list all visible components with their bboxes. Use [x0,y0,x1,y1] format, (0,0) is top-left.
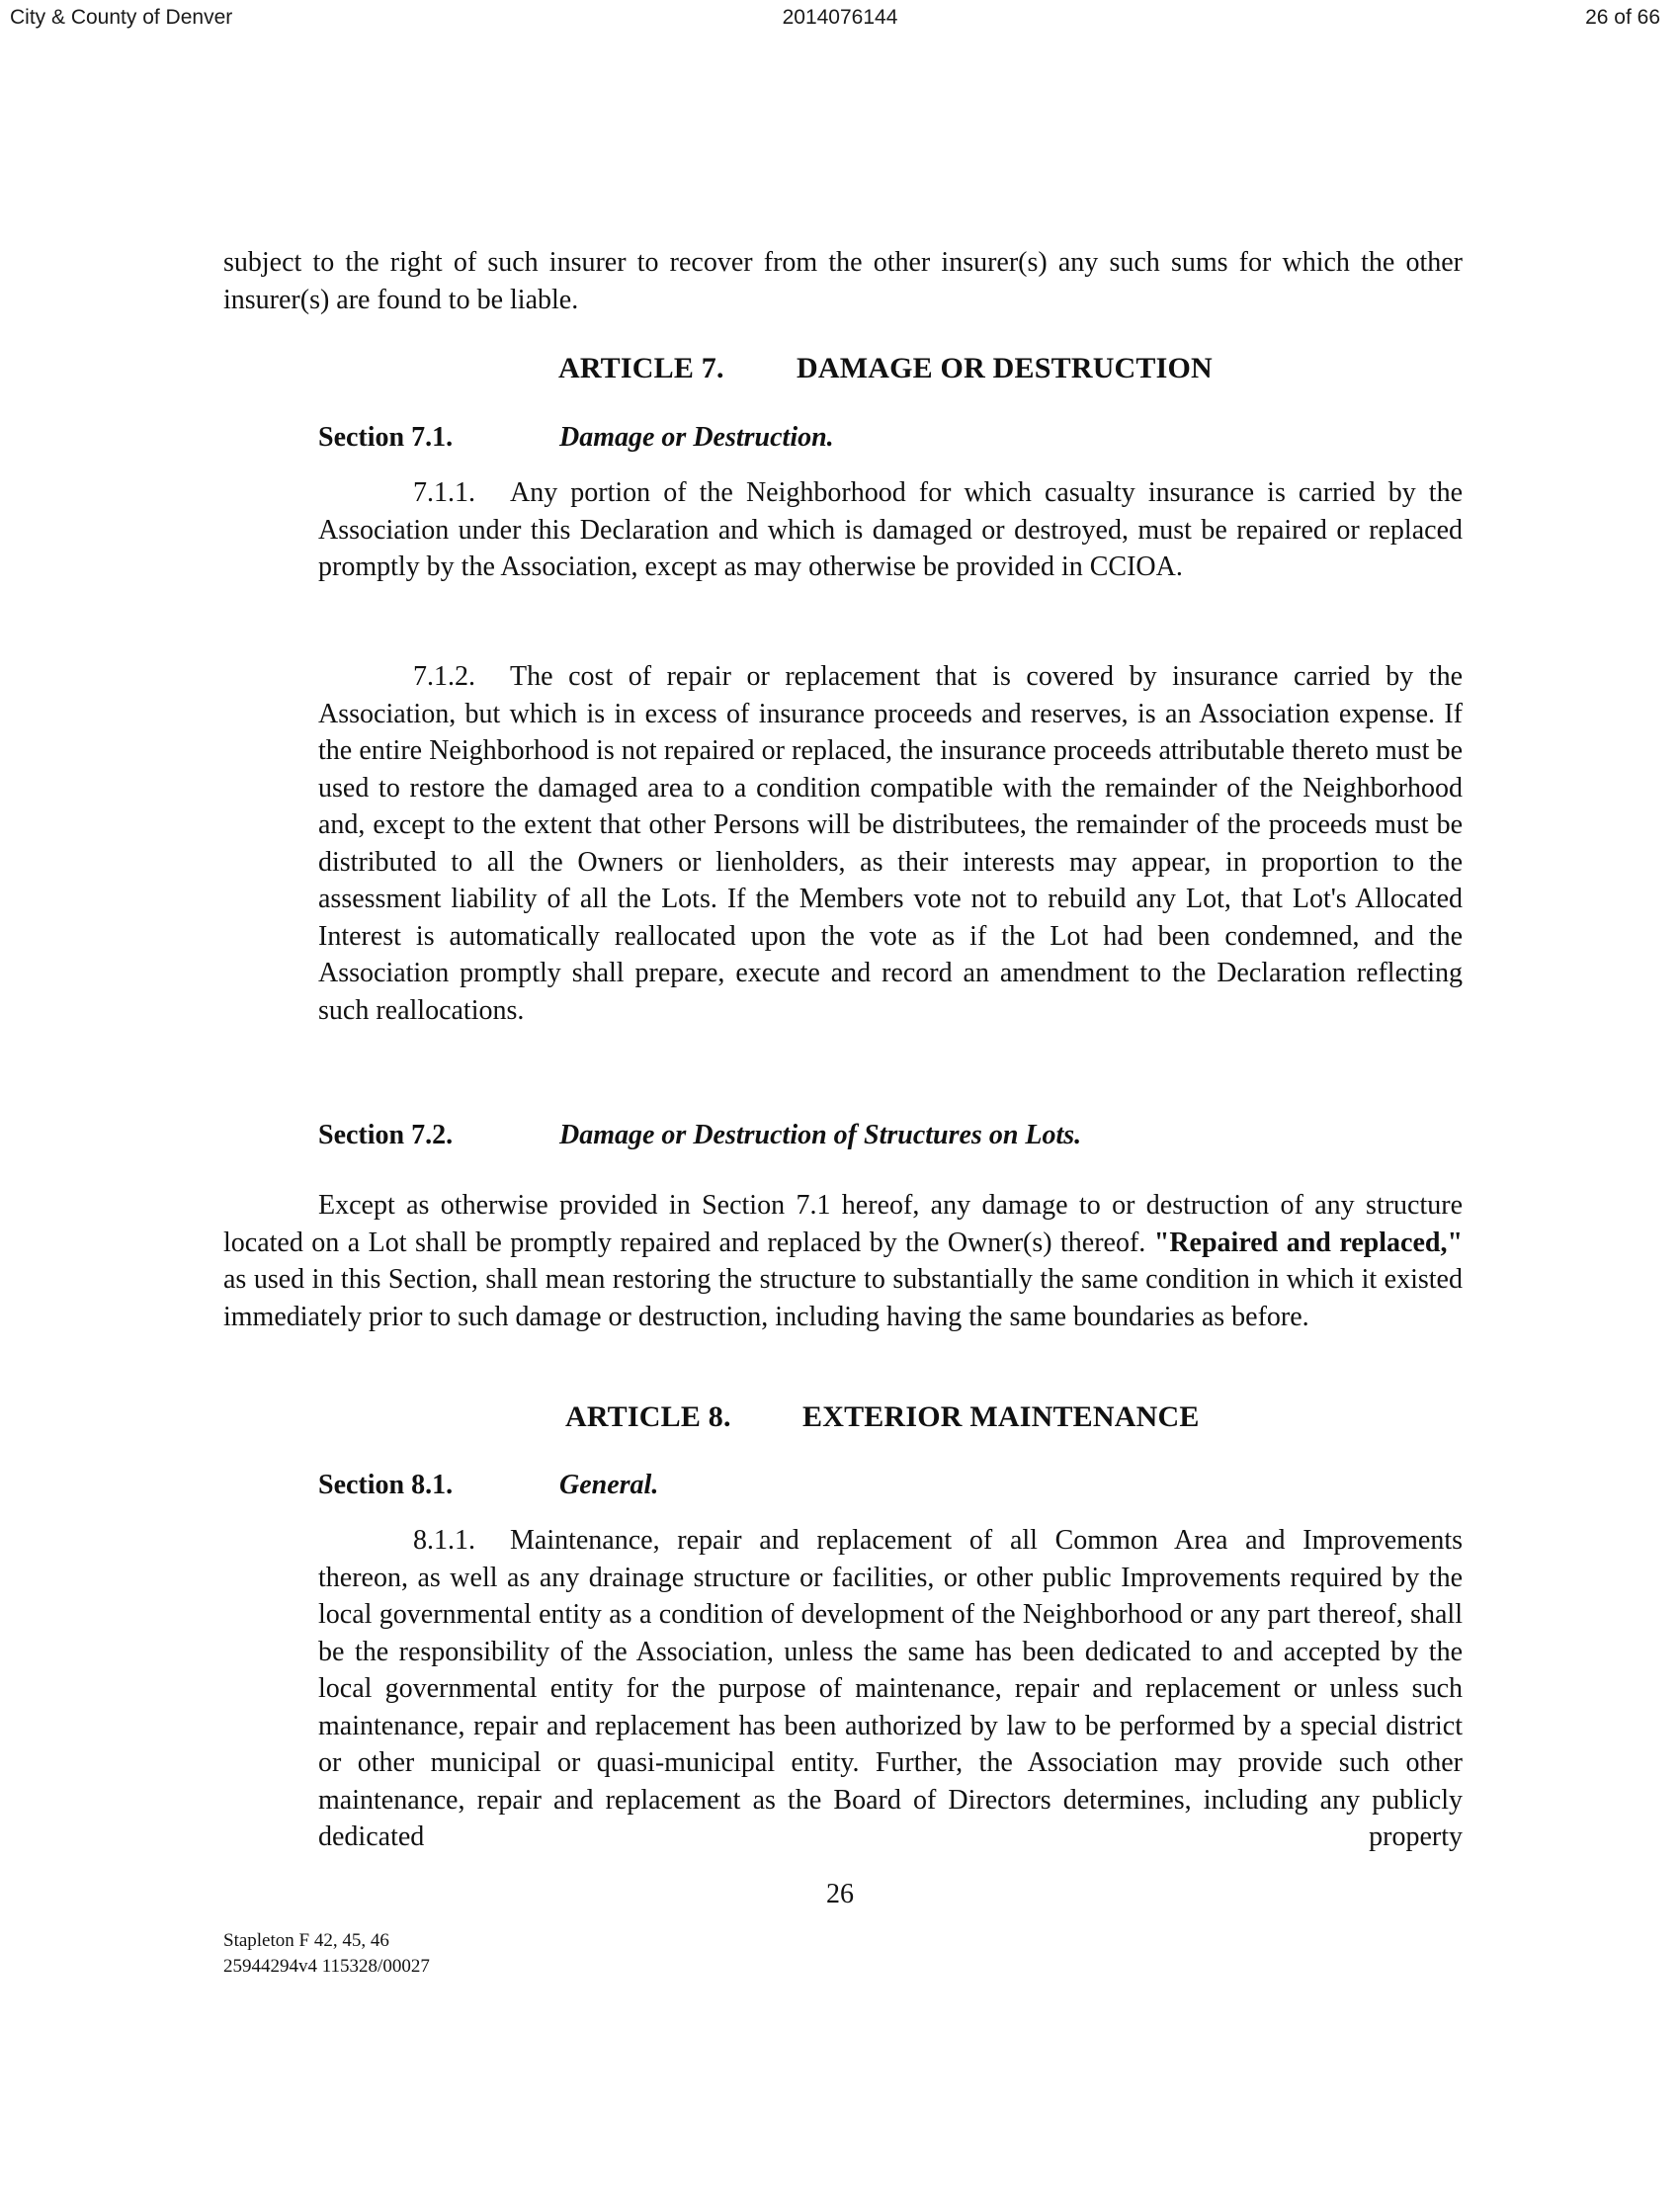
article-8-number: ARTICLE 8. [565,1400,731,1433]
section-7-1-title: Damage or Destruction. [559,422,834,453]
document-identifier-line-2: 25944294v4 115328/00027 [223,1956,430,1977]
article-7-number: ARTICLE 7. [558,352,724,384]
document-identifier [223,1928,430,1980]
paragraph-7-1-1-text: Any portion of the Neighborhood for which casualty insurance is carried by the Association under this Declaration and which is damaged or destroyed, must be repaired or replaced promptly by the Association, except as may otherwise be provided in CCIOA. [318,477,1463,582]
paragraph-7-1-1-number: 7.1.1. [413,477,475,508]
paragraph-7-1-1 [318,474,1463,586]
continuation-paragraph: subject to the right of such insurer to recover from the other insurer(s) any such sums for which the other insurer(s) are found to be liable. [223,247,1463,315]
defined-term-repaired-and-replaced: "Repaired and replaced," [1153,1227,1463,1258]
document-identifier-line-1: Stapleton F 42, 45, 46 [223,1930,389,1951]
paragraph-8-1-1-text: Maintenance, repair and replacement of all Common Area and Improvements thereon, as well as any drainage structure or facilities, or other public Improvements required by the local governmental entity as a condition of development of the Neighborhood or any part thereof, shall be the responsibility of the Association, unless the same has been dedicated to and accepted by the local governmental entity for the purpose of maintenance, repair and replacement or unless such maintenance, repair and replacement has been authorized by law to be performed by a special district or other municipal or quasi-municipal entity. Further, the Association may provide such other maintenance, repair and replacement as the Board of Directors determines, including any publicly dedicated property [318,1525,1463,1852]
reception-number: 2014076144 [782,6,898,29]
page-count-indicator: 26 of 66 [1585,6,1660,29]
section-7-2-paragraph [223,1187,1463,1335]
document-header-bar [0,6,1680,36]
paragraph-8-1-1-number: 8.1.1. [413,1525,475,1556]
article-8-title: EXTERIOR MAINTENANCE [802,1400,1200,1433]
paragraph-7-1-2-number: 7.1.2. [413,661,475,692]
section-7-2-title: Damage or Destruction of Structures on Lots. [559,1120,1082,1150]
paragraph-8-1-1 [318,1522,1463,1856]
paragraph-7-1-2 [318,658,1463,1029]
section-8-1-title: General. [559,1470,659,1500]
section-7-2-label: Section 7.2. [318,1120,454,1150]
section-7-2-text-b: as used in this Section, shall mean restoring the structure to substantially the same condition in which it existed immediately prior to such damage or destruction, including having the same boundaries as before. [223,1264,1463,1332]
recorder-county-label: City & County of Denver [10,6,233,29]
article-7-title: DAMAGE OR DESTRUCTION [797,352,1213,384]
section-7-2-text-a: Except as otherwise provided in Section 7.1 hereof, any damage to or destruction of any structure located on a Lot shall be promptly repaired and replaced by the Owner(s) thereof. [223,1190,1463,1258]
paragraph-7-1-2-text: The cost of repair or replacement that is covered by insurance carried by the Association, but which is in excess of insurance proceeds and reserves, is an Association expense. If the entire Neighborhood is not repaired or replaced, the insurance proceeds attributable thereto must be used to restore the damaged area to a condition compatible with the remainder of the Neighborhood and, except to the extent that other Persons will be distributees, the remainder of the proceeds must be distributed to all the Owners or lienholders, as their interests may appear, in proportion to the assessment liability of all the Lots. If the Members vote not to rebuild any Lot, that Lot's Allocated Interest is automatically reallocated upon the vote as if the Lot had been condemned, and the Association promptly shall prepare, execute and record an amendment to the Declaration reflecting such reallocations. [318,661,1463,1026]
page-number: 26 [826,1879,854,1909]
section-8-1-label: Section 8.1. [318,1470,454,1500]
section-7-1-label: Section 7.1. [318,422,454,453]
